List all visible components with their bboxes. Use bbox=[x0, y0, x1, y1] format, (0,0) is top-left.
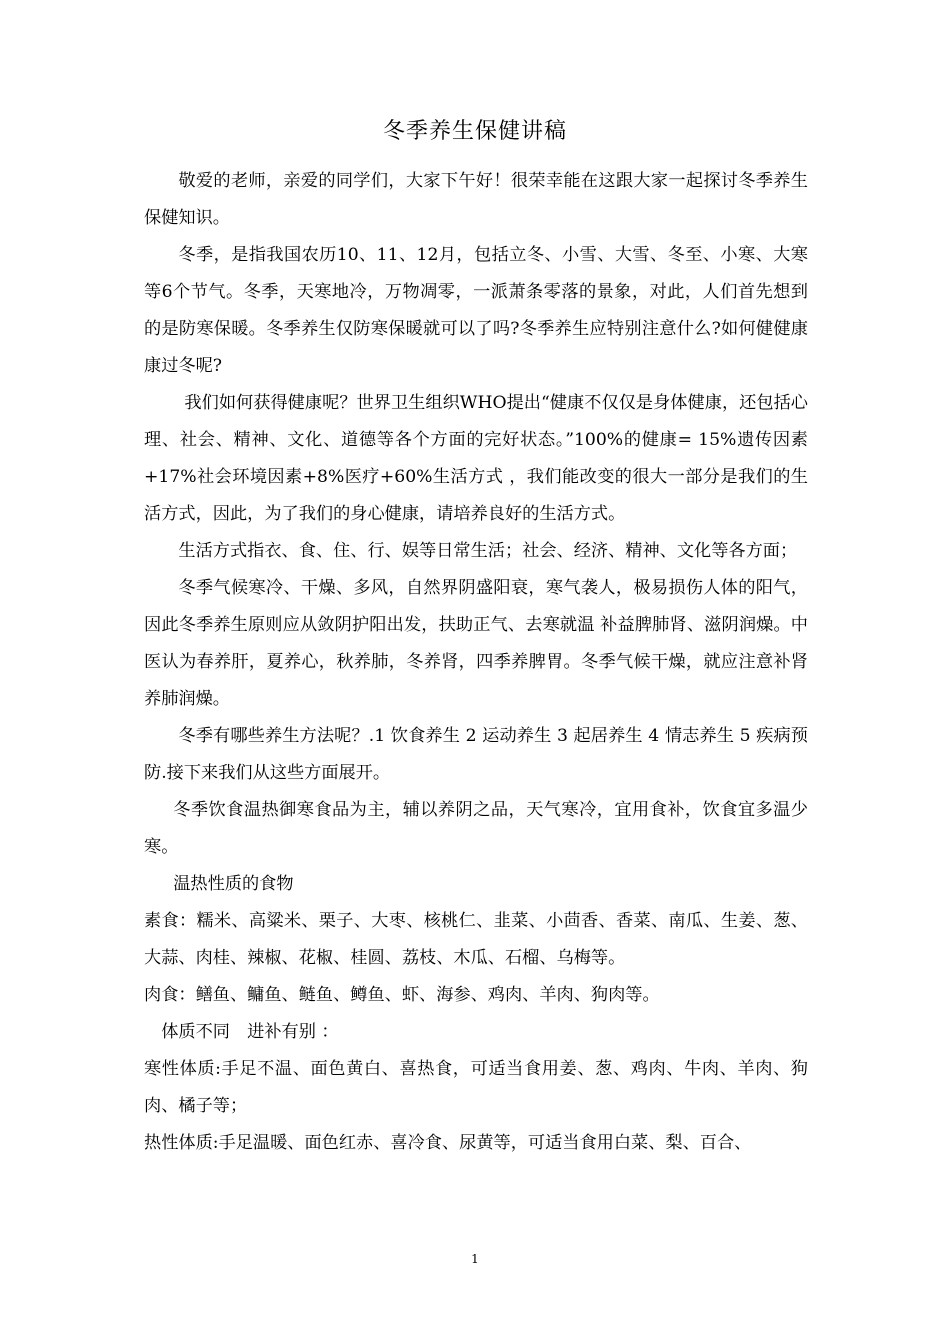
subheading-constitution: 体质不同 进补有别 ： bbox=[161, 1022, 339, 1042]
paragraph-greeting: 敬爱的老师，亲爱的同学们，大家下午好！很荣幸能在这跟大家一起探讨冬季养生保健知识。 bbox=[144, 171, 808, 228]
paragraph-diet: 冬季饮食温热御寒食品为主，辅以养阴之品，天气寒冷，宜用食补，饮食宜多温少寒。 bbox=[144, 800, 808, 857]
paragraph-vegetarian-foods: 素食：糯米、高粱米、栗子、大枣、核桃仁、韭菜、小茴香、香菜、南瓜、生姜、葱、大蒜、肉桂、辣椒、花椒、桂圆、荔枝、木瓜、石榴、乌梅等。 bbox=[144, 911, 808, 968]
document-title: 冬季养生保健讲稿 bbox=[382, 119, 567, 144]
paragraph-health-definition: 我们如何获得健康呢？世界卫生组织WHO提出“健康不仅仅是身体健康，还包括心理、社会、精神、文化、道德等各个方面的完好状态。”100%的健康= 15%遗传因素 +17%社会环境因素+8%医疗+60%生活方式 ，我们能改变的很大一部分是我们的生活方式，因此，为了我们的身心健康，请培养良好的生活方式。 bbox=[144, 393, 808, 524]
paragraph-hot-constitution: 热性体质:手足温暖、面色红赤、喜冷食、尿黄等，可适当食用白菜、梨、百合、 bbox=[144, 1133, 752, 1153]
paragraph-winter-climate: 冬季气候寒冷、干燥、多风，自然界阴盛阳衰，寒气袭人，极易损伤人体的阳气，因此冬季养生原则应从敛阴护阳出发，扶助正气、去寒就温 补益脾肺肾、滋阴润燥。中医认为春养肝，夏养心，秋养肺，冬养肾，四季养脾胃。冬季气候干燥，就应注意补肾养肺润燥。 bbox=[144, 578, 808, 709]
paragraph-cold-constitution: 寒性体质:手足不温、面色黄白、喜热食，可适当食用姜、葱、鸡肉、牛肉、羊肉、狗肉、橘子等； bbox=[144, 1059, 808, 1116]
paragraph-lifestyle: 生活方式指衣、食、住、行、娱等日常生活；社会、经济、精神、文化等各方面； bbox=[178, 541, 798, 561]
subheading-warm-foods: 温热性质的食物 bbox=[173, 874, 294, 894]
page-number: 1 bbox=[471, 1252, 479, 1266]
document-body bbox=[144, 163, 808, 1162]
paragraph-methods: 冬季有哪些养生方法呢？.1 饮食养生 2 运动养生 3 起居养生 4 情志养生 5 疾病预防.接下来我们从这些方面展开。 bbox=[144, 726, 808, 783]
paragraph-winter-definition: 冬季，是指我国农历10、11、12月，包括立冬、小雪、大雪、冬至、小寒、大寒等6个节气。冬季，天寒地冷，万物凋零，一派萧条零落的景象，对此，人们首先想到的是防寒保暖。冬季养生仅防寒保暖就可以了吗?冬季养生应特别注意什么?如何健健康康过冬呢? bbox=[144, 245, 808, 376]
paragraph-meat-foods: 肉食：鳝鱼、鳙鱼、鲢鱼、鳟鱼、虾、海参、鸡肉、羊肉、狗肉等。 bbox=[144, 985, 660, 1005]
